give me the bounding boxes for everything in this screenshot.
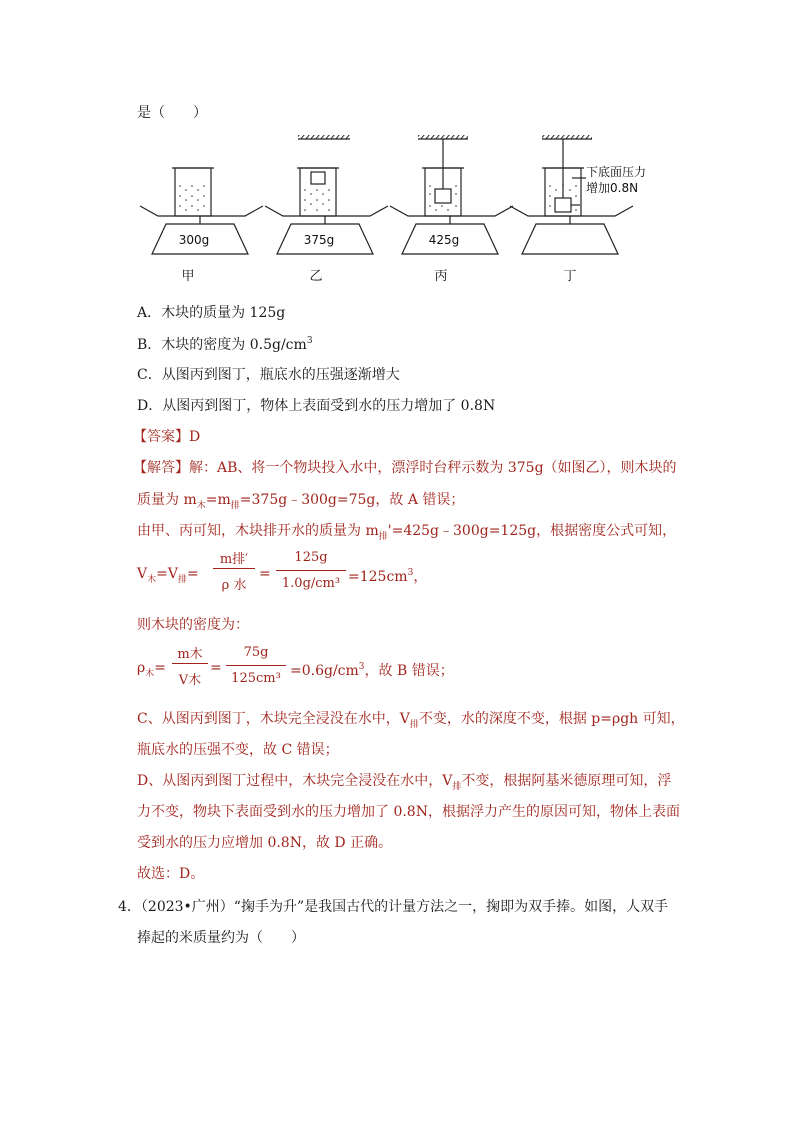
equation-volume-result: $=125cm^3$， <box>348 568 428 585</box>
water-yi <box>304 189 330 211</box>
caption-yi: 乙 <box>309 269 323 284</box>
water-jia <box>179 185 205 211</box>
fraction-1: m排′ ρ 水 <box>213 548 255 598</box>
option-a: A．木块的质量为 125g <box>137 305 286 321</box>
fraction-2: 125g 1.0g/cm³ <box>276 550 346 600</box>
callout-line2: 增加0.8N <box>586 181 639 195</box>
solution-line-9: 受到水的压力应增加 0.8N，故 D 正确。 <box>137 835 393 851</box>
equation-volume: $V_木=V_排=$ <box>137 566 199 585</box>
solution-line-7: D、从图丙到图丁过程中，木块完全浸没在水中，$V_排$不变，根据阿基米德原理可知，浮 <box>137 773 672 792</box>
question-4-line-1: 4．（2023•广州）“掬手为升”是我国古代的计量方法之一，掬即为双手捧。如图，人双手 <box>118 899 669 915</box>
option-b-text: B．木块的密度为 0.5g/cm <box>137 337 307 353</box>
option-c: C．从图丙到图丁，瓶底水的压强逐渐增大 <box>137 367 400 383</box>
question-stem-tail: 是（ ） <box>137 105 207 121</box>
reading-jia: 300g <box>178 233 210 247</box>
reading-yi: 375g <box>303 233 335 247</box>
option-b <box>137 334 313 354</box>
equation-density: $\rho_木=$ <box>137 660 166 679</box>
solution-line-8: 力不变，物块下表面受到水的压力增加了 0.8N，根据浮力产生的原因可知，物体上表面 <box>137 804 680 820</box>
caption-bing: 丙 <box>434 269 448 284</box>
solution-conclusion: 故选：D。 <box>137 866 205 882</box>
caption-jia: 甲 <box>181 269 195 284</box>
callout-line1: 下底面压力 <box>586 165 647 179</box>
solution-line-6: 瓶底水的压强不变，故 C 错误； <box>137 742 339 758</box>
option-d: D．从图丙到图丁，物体上表面受到水的压力增加了 0.8N <box>137 398 496 414</box>
answer-value: D <box>189 429 201 445</box>
scales-figure <box>130 128 670 288</box>
solution-line-1: 【解答】解：AB、将一个物块投入水中，漂浮时台秤示数为 375g（如图乙），则木块的 <box>133 460 677 476</box>
solution-line-5: C、从图丙到图丁，木块完全浸没在水中，$V_排$不变，水的深度不变，根据 p=ρgh 可知， <box>137 711 685 730</box>
fraction-3: m木 V木 <box>172 643 208 693</box>
answer-line <box>133 426 200 446</box>
caption-ding: 丁 <box>563 269 577 284</box>
equation-density-result: $=0.6g/cm^3$，故 B 错误； <box>290 662 454 679</box>
option-b-sup: 3 <box>306 336 313 346</box>
answer-label: 【答案】 <box>133 429 189 445</box>
solution-label: 【解答】 <box>133 460 189 476</box>
question-4-line-2: 捧起的米质量约为（ ） <box>137 930 305 946</box>
fraction-4: 75g 125cm³ <box>226 645 286 695</box>
solution-line-4: 则木块的密度为： <box>137 617 249 633</box>
solution-line-3: 由甲、丙可知，木块排开水的质量为 $m_排'=425g﹣300g=125g$，根据密度公式可知， <box>137 523 677 542</box>
reading-bing: 425g <box>428 233 460 247</box>
solution-line-2: 质量为 $m_木=m_排=375g﹣300g=75g$，故 A 错误； <box>137 492 465 511</box>
